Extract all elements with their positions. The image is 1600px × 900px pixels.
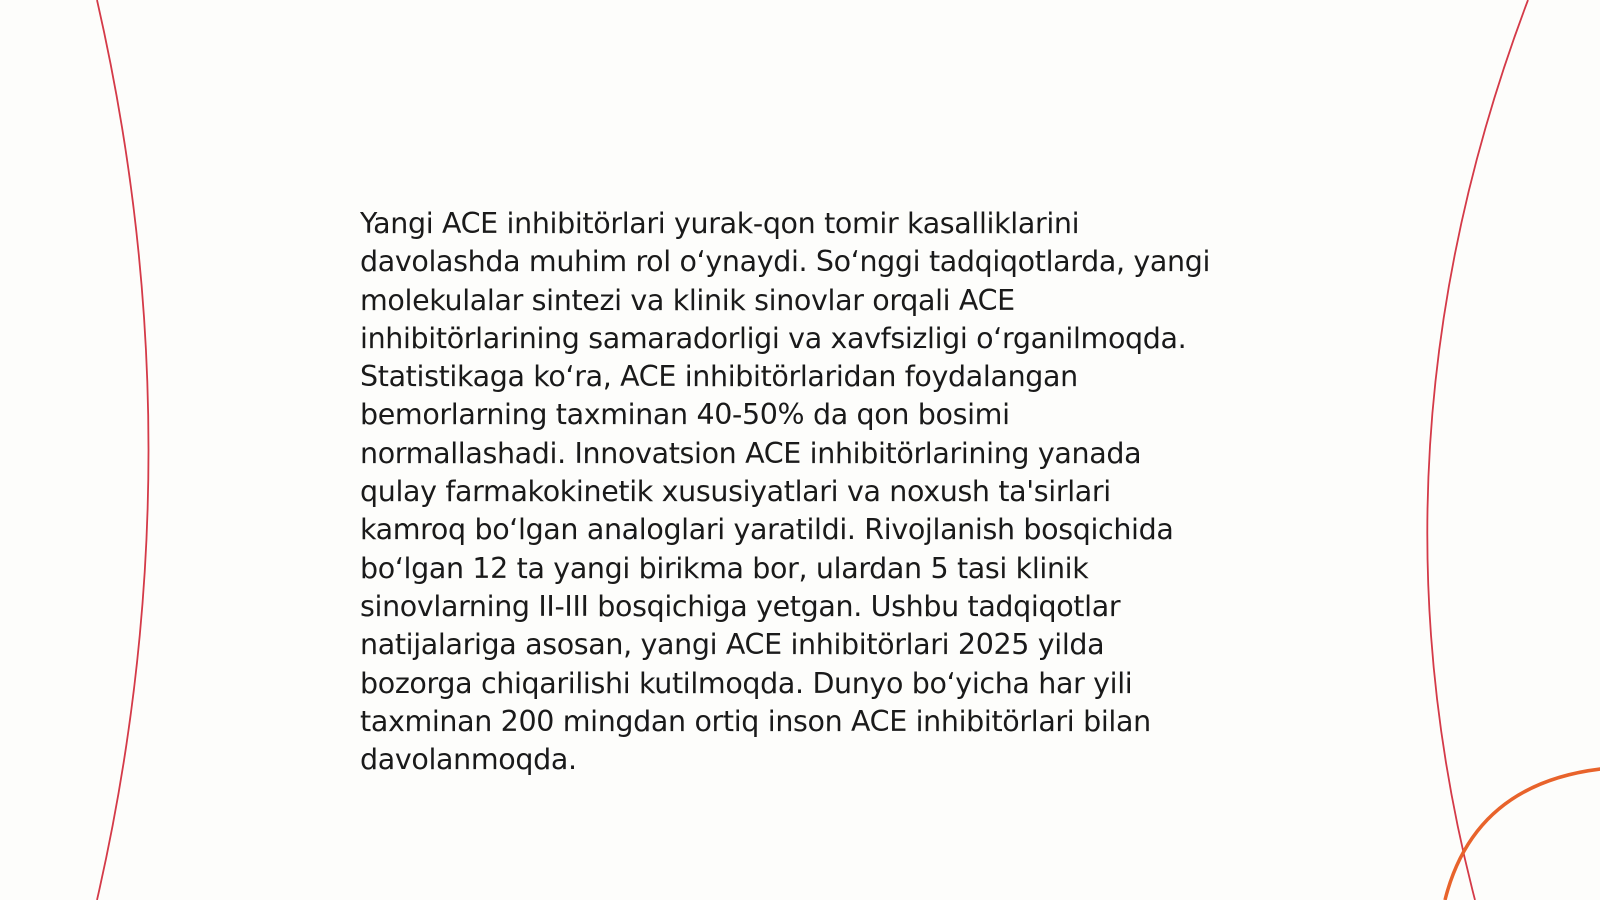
left-decorative-curve [97, 0, 149, 900]
corner-decorative-arc [1445, 768, 1600, 900]
slide-body-text: Yangi ACE inhibitörlari yurak-qon tomir kasalliklarini davolashda muhim rol oʻynaydi. Soʻnggi tadqiqotlarda, yangi molekulalar sintezi va klinik sinovlar orqali ACE inhibitörlarining samaradorligi va xavfsizligi oʻrganilmoqda. Statistikaga koʻra, ACE inhibitörlaridan foydalangan bemorlarning taxminan 40-50% da qon bosimi normallashadi. Innovatsion ACE inhibitörlarining yanada qulay farmakokinetik xususiyatlari va noxush ta'sirlari kamroq boʻlgan analoglari yaratildi. Rivojlanish bosqichida boʻlgan 12 ta yangi birikma bor, ulardan 5 tasi klinik sinovlarning II-III bosqichiga yetgan. Ushbu tadqiqotlar natijalariga asosan, yangi ACE inhibitörlari 2025 yilda bozorga chiqarilishi kutilmoqda. Dunyo boʻyicha har yili taxminan 200 mingdan ortiq inson ACE inhibitörlari bilan davolanmoqda. [360, 207, 1211, 777]
right-decorative-curve [1427, 0, 1528, 900]
